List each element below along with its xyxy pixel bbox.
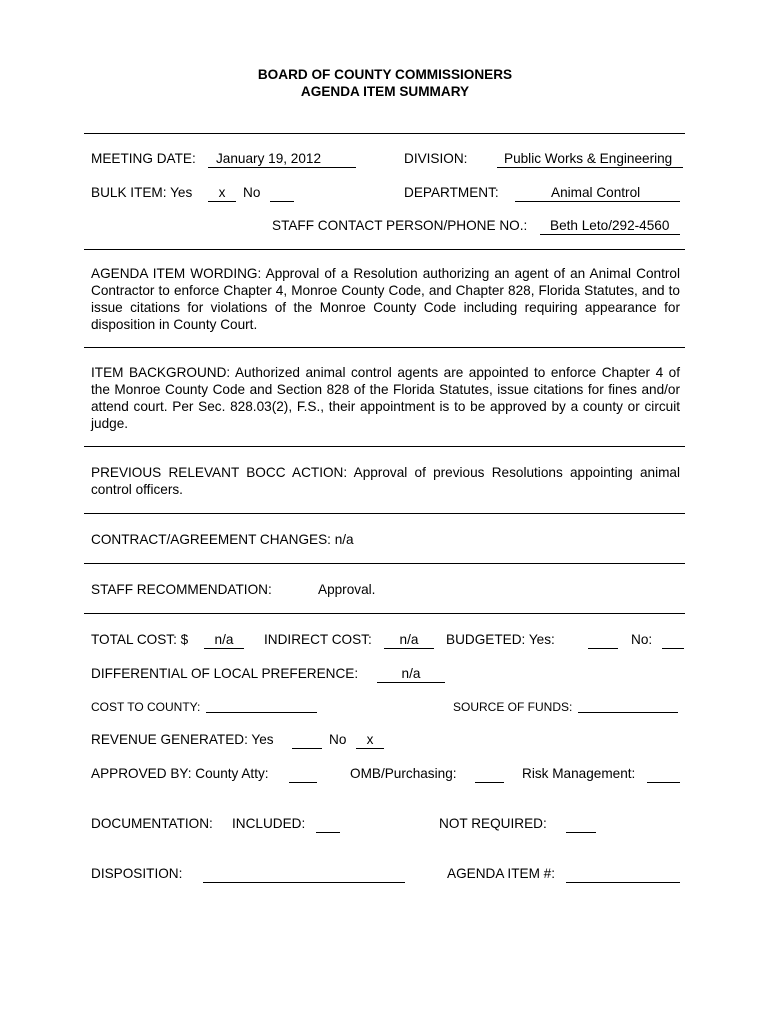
staff-recommendation-label: STAFF RECOMMENDATION: (91, 582, 272, 597)
department-label: DEPARTMENT: (404, 185, 499, 200)
department-underline (515, 201, 680, 202)
agenda-item-number-underline[interactable] (566, 882, 680, 883)
revenue-yes-underline[interactable] (292, 748, 322, 749)
division-value[interactable]: Public Works & Engineering (504, 151, 673, 166)
not-required-label: NOT REQUIRED: (439, 816, 547, 831)
meeting-date-underline (208, 167, 356, 168)
not-required-underline[interactable] (566, 832, 596, 833)
meeting-date-value[interactable]: January 19, 2012 (216, 151, 322, 166)
cost-to-county-label: COST TO COUNTY: (91, 700, 201, 714)
total-cost-underline (204, 648, 244, 649)
budgeted-no-label: No: (631, 632, 653, 647)
approved-by-county-atty-label: APPROVED BY: County Atty: (91, 766, 269, 781)
risk-management-label: Risk Management: (522, 766, 636, 781)
disposition-label: DISPOSITION: (91, 866, 183, 881)
source-of-funds-underline[interactable] (578, 712, 678, 713)
documentation-label: DOCUMENTATION: (91, 816, 213, 831)
divider (84, 249, 685, 250)
revenue-no-underline (356, 748, 384, 749)
department-value[interactable]: Animal Control (551, 185, 641, 200)
previous-bocc-action: PREVIOUS RELEVANT BOCC ACTION: Approval of previous Resolutions appointing animal control officers. (91, 465, 680, 497)
bulk-no-label: No (243, 185, 261, 200)
revenue-generated-label: REVENUE GENERATED: Yes (91, 732, 274, 747)
staff-contact-label: STAFF CONTACT PERSON/PHONE NO.: (272, 218, 528, 233)
divider (84, 347, 685, 348)
omb-purchasing-underline[interactable] (475, 782, 504, 783)
revenue-no-label: No (329, 732, 347, 747)
bulk-item-label: BULK ITEM: Yes (91, 185, 193, 200)
total-cost-label: TOTAL COST: $ (91, 632, 189, 647)
cost-to-county-underline[interactable] (206, 712, 317, 713)
staff-contact-value[interactable]: Beth Leto/292-4560 (550, 218, 670, 233)
differential-local-preference-label: DIFFERENTIAL OF LOCAL PREFERENCE: (91, 666, 359, 681)
risk-management-underline[interactable] (647, 782, 680, 783)
division-underline (497, 167, 683, 168)
county-atty-underline[interactable] (289, 782, 317, 783)
budgeted-no-underline[interactable] (662, 648, 684, 649)
indirect-cost-label: INDIRECT COST: (264, 632, 372, 647)
agenda-item-number-label: AGENDA ITEM #: (447, 866, 556, 881)
budgeted-yes-underline[interactable] (588, 648, 618, 649)
staff-recommendation-value: Approval. (318, 582, 376, 597)
divider (84, 613, 685, 614)
included-underline[interactable] (316, 832, 340, 833)
divider (84, 563, 685, 564)
divider (84, 513, 685, 514)
indirect-cost-value[interactable]: n/a (399, 632, 419, 647)
included-label: INCLUDED: (232, 816, 306, 831)
omb-purchasing-label: OMB/Purchasing: (350, 766, 457, 781)
disposition-underline[interactable] (203, 882, 405, 883)
bulk-no-underline[interactable] (270, 201, 294, 202)
budgeted-yes-label: BUDGETED: Yes: (446, 632, 555, 647)
item-background: ITEM BACKGROUND: Authorized animal control agents are appointed to enforce Chapter 4 of the Monroe County Code and Section 828 of the Florida Statutes, issue citations for fines and/or attend court. Per Sec. 828.03(2), F.S., their appointment is to be approved by a county or circuit judge. (91, 365, 680, 431)
differential-underline (377, 682, 445, 683)
differential-local-preference-value[interactable]: n/a (401, 666, 421, 681)
agenda-item-wording: AGENDA ITEM WORDING: Approval of a Resolution authorizing an agent of an Animal Control Contractor to enforce Chapter 4, Monroe County Code, and Chapter 828, Florida Statutes, and to issue citations for violations of the Monroe County Code including requiring appearance for disposition in County Court. (91, 266, 680, 332)
meeting-date-label: MEETING DATE: (91, 151, 196, 166)
contract-agreement-changes: CONTRACT/AGREEMENT CHANGES: n/a (91, 532, 354, 547)
bulk-yes-value[interactable]: x (218, 185, 226, 200)
document-title: BOARD OF COUNTY COMMISSIONERS (257, 67, 513, 82)
total-cost-value[interactable]: n/a (214, 632, 234, 647)
divider (84, 446, 685, 447)
indirect-cost-underline (384, 648, 434, 649)
document-subtitle: AGENDA ITEM SUMMARY (300, 84, 470, 99)
division-label: DIVISION: (404, 151, 468, 166)
source-of-funds-label: SOURCE OF FUNDS: (453, 700, 573, 714)
divider (84, 133, 685, 134)
staff-contact-underline (540, 234, 680, 235)
bulk-yes-underline (208, 201, 236, 202)
revenue-no-value[interactable]: x (366, 732, 374, 747)
